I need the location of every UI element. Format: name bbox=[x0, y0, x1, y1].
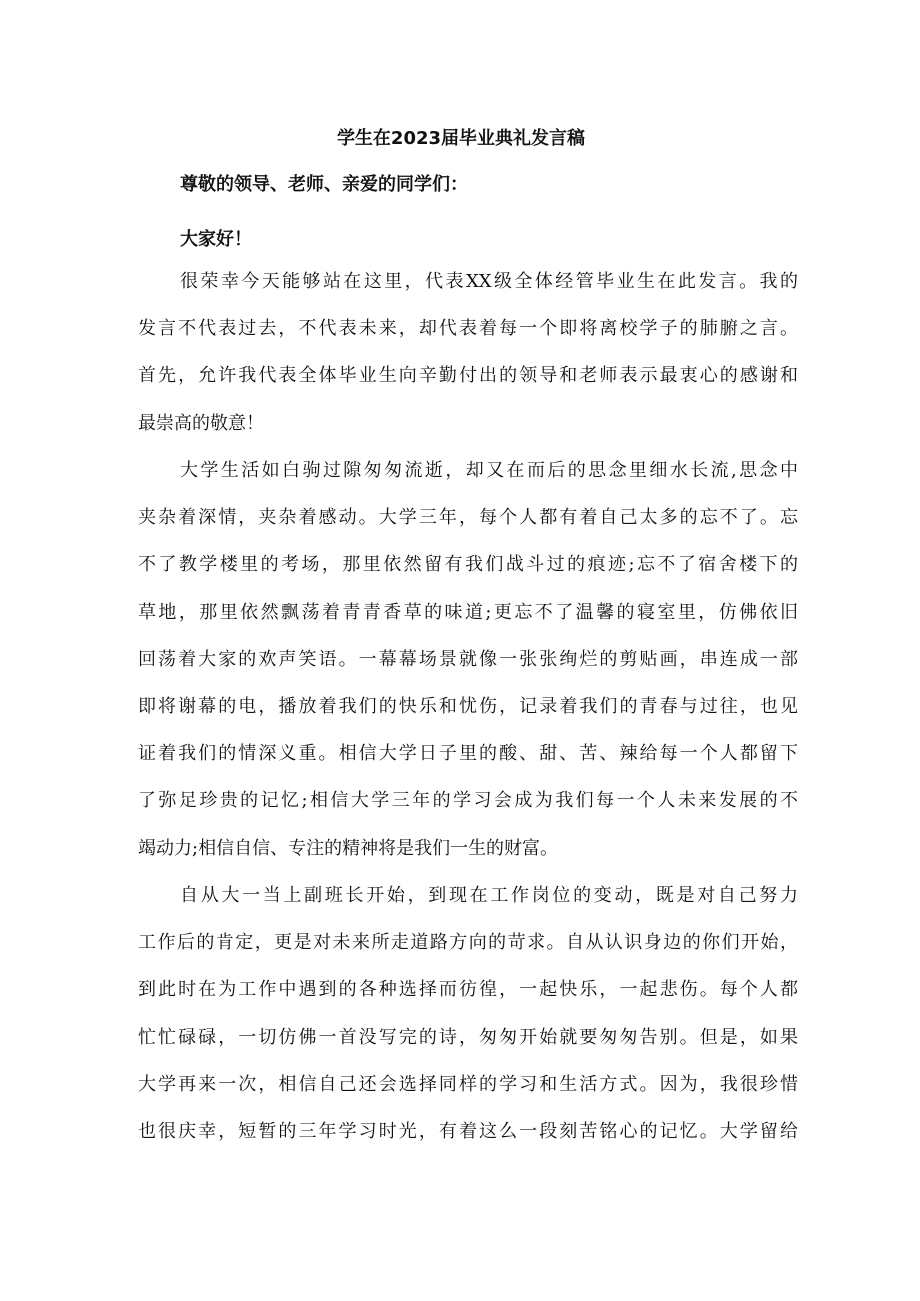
paragraph-line: 竭动力;相信自信、专注的精神将是我们一生的财富。 bbox=[138, 837, 559, 859]
paragraph-2 bbox=[138, 447, 798, 872]
paragraph-line: 夹杂着深情，夹杂着感动。大学三年，每个人都有着自己太多的忘不了。忘 bbox=[138, 507, 798, 529]
paragraph-line: 不了教学楼里的考场，那里依然留有我们战斗过的痕迹;忘不了宿舍楼下的 bbox=[138, 554, 798, 576]
paragraph-line: 忙忙碌碌，一切仿佛一首没写完的诗，匆匆开始就要匆匆告别。但是，如果 bbox=[138, 1026, 798, 1048]
paragraph-1 bbox=[138, 258, 798, 447]
paragraph-line: 最崇高的敬意！ bbox=[138, 412, 264, 434]
paragraph-line: 大学再来一次，相信自己还会选择同样的学习和生活方式。因为，我很珍惜 bbox=[138, 1073, 798, 1095]
paragraph-line: 也很庆幸，短暂的三年学习时光，有着这么一段刻苦铭心的记忆。大学留给 bbox=[138, 1120, 798, 1142]
paragraph-line: 首先，允许我代表全体毕业生向辛勤付出的领导和老师表示最衷心的感谢和 bbox=[138, 365, 798, 387]
paragraph-line: 证着我们的情深义重。相信大学日子里的酸、甜、苦、辣给每一个人都留下 bbox=[138, 743, 798, 765]
document-title: 学生在2023届毕业典礼发言稿 bbox=[336, 128, 586, 149]
greeting: 大家好！ bbox=[180, 229, 252, 250]
paragraph-line: 工作后的肯定，更是对未来所走道路方向的苛求。自从认识身边的你们开始， bbox=[138, 932, 798, 954]
paragraph-line: 回荡着大家的欢声笑语。一幕幕场景就像一张张绚烂的剪贴画，串连成一部 bbox=[138, 648, 798, 670]
paragraph-line: 草地，那里依然飘荡着青青香草的味道;更忘不了温馨的寝室里，仿佛依旧 bbox=[138, 601, 798, 623]
paragraph-line: 到此时在为工作中遇到的各种选择而彷徨，一起快乐，一起悲伤。每个人都 bbox=[138, 979, 798, 1001]
paragraph-line: 发言不代表过去，不代表未来，却代表着每一个即将离校学子的肺腑之言。 bbox=[138, 318, 798, 340]
paragraph-3 bbox=[138, 872, 798, 1155]
paragraph-line: 自从大一当上副班长开始，到现在工作岗位的变动，既是对自己努力 bbox=[180, 885, 798, 906]
paragraph-line: 大学生活如白驹过隙匆匆流逝，却又在而后的思念里细水长流,思念中 bbox=[180, 460, 798, 481]
paragraph-line: 很荣幸今天能够站在这里，代表XX级全体经管毕业生在此发言。我的 bbox=[180, 271, 798, 292]
paragraph-line: 了弥足珍贵的记忆;相信大学三年的学习会成为我们每一个人未来发展的不 bbox=[138, 790, 798, 812]
paragraph-line: 即将谢幕的电，播放着我们的快乐和忧伤，记录着我们的青春与过往，也见 bbox=[138, 695, 798, 717]
salutation: 尊敬的领导、老师、亲爱的同学们： bbox=[180, 174, 468, 195]
